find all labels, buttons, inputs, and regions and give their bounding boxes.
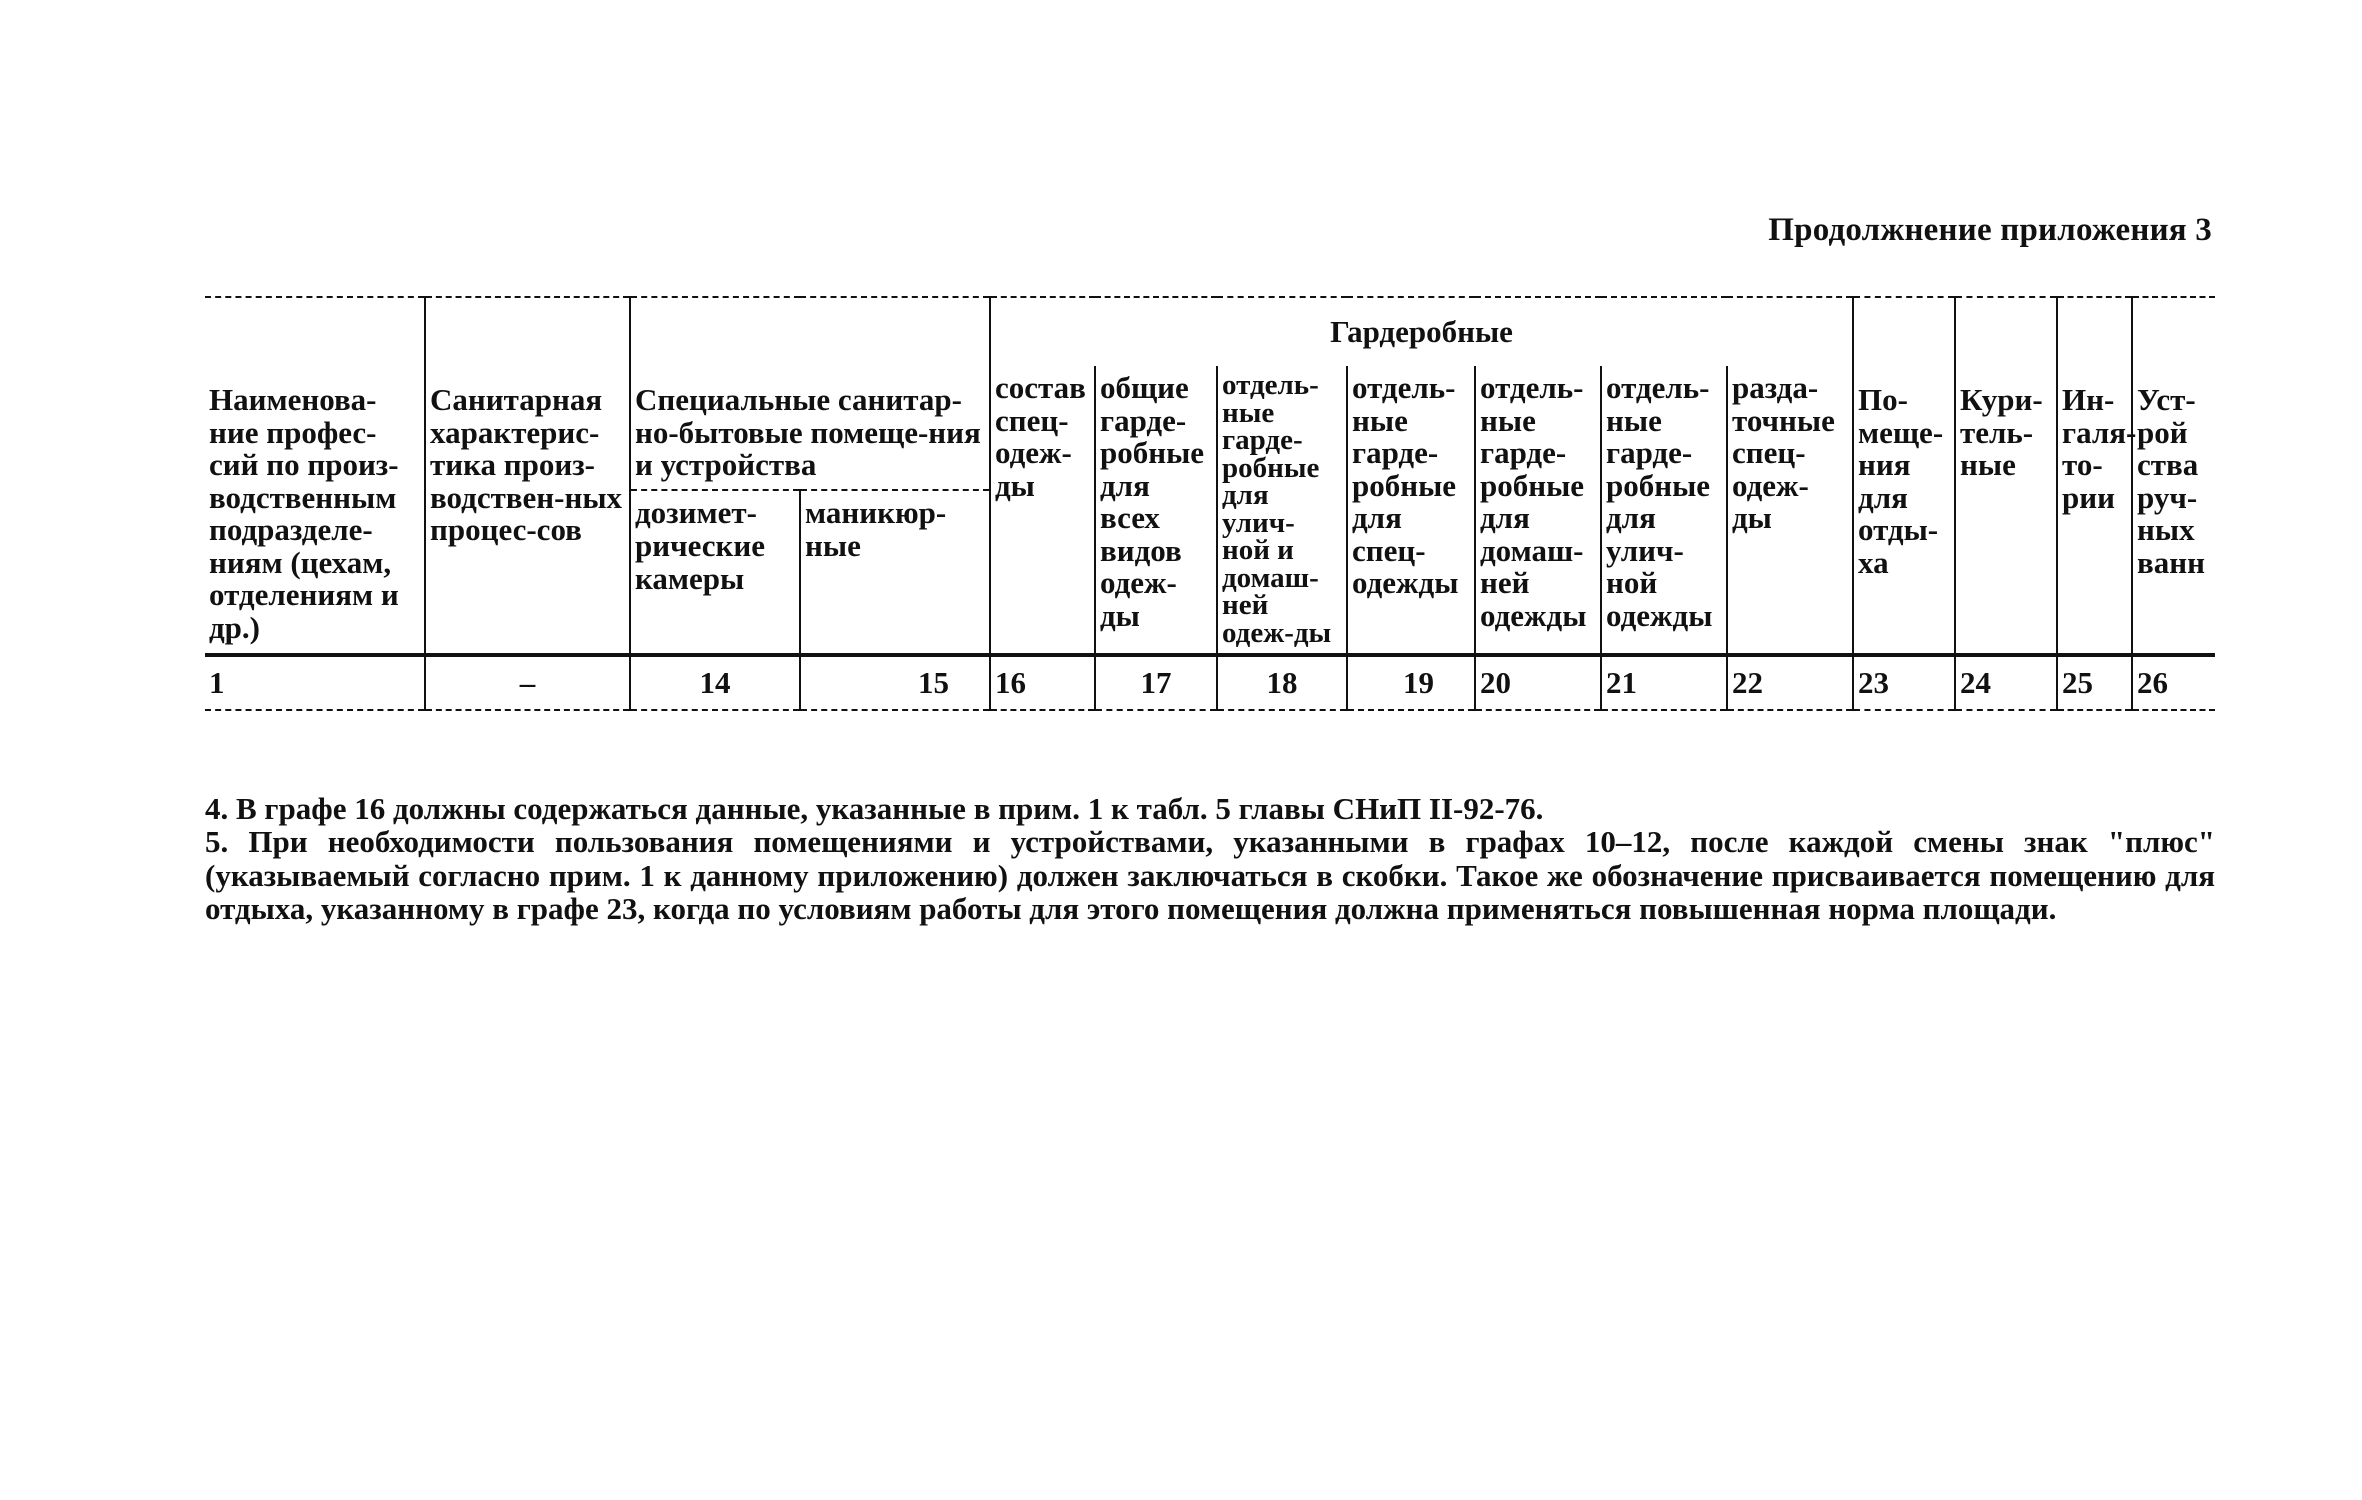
col-number: 22	[1727, 655, 1853, 710]
col-number: 25	[2057, 655, 2132, 710]
header-row-groups	[205, 297, 2215, 366]
col-separate-street: отдель-ные гарде-робные для улич-ной одежды	[1601, 366, 1727, 655]
col-number: 19	[1347, 655, 1475, 710]
col-number: 21	[1601, 655, 1727, 710]
col-number: 26	[2132, 655, 2215, 710]
col-hand-baths: Уст-рой ства руч-ных ванн	[2132, 297, 2215, 655]
col-separate-home: отдель-ные гарде-робные для домаш-ней одежды	[1475, 366, 1601, 655]
col-smoking: Кури-тель-ные	[1955, 297, 2057, 655]
col-separate-street-home: отдель-ные гарде-робные для улич-ной и домаш-ней одеж-ды	[1217, 366, 1347, 655]
group-special-rooms: Специальные санитар-но-бытовые помеще-ния и устройства	[630, 297, 990, 490]
col-number: 23	[1853, 655, 1955, 710]
col-dosimetric: дозимет-рические камеры	[630, 490, 800, 655]
page-caption: Продолжнение приложения 3	[1768, 212, 2212, 248]
col-issue-clothing: разда-точные спец-одеж-ды	[1727, 366, 1853, 655]
col-separate-special: отдель-ные гарде-робные для спец-одежды	[1347, 366, 1475, 655]
notes	[205, 792, 2215, 926]
col-number: 14	[630, 655, 800, 710]
group-wardrobes: Гардеробные	[990, 297, 1853, 366]
col-sanitary: Санитарная характерис-тика произ-водствен-ных процес-сов	[425, 297, 630, 655]
col-number: –	[425, 655, 630, 710]
col-number: 17	[1095, 655, 1217, 710]
col-rest-rooms: По-меще-ния для отды-ха	[1853, 297, 1955, 655]
col-general-wardrobes: общие гарде-робные для всех видов одеж-ды	[1095, 366, 1217, 655]
col-number: 1	[205, 655, 425, 710]
col-profession: Наименова-ние профес-сий по произ-водственным подразделе-ниям (цехам, отделениям и др.)	[205, 297, 425, 655]
col-number: 15	[800, 655, 990, 710]
col-special-clothing: состав спец-одеж-ды	[990, 366, 1095, 655]
norms-table	[205, 296, 2215, 711]
note-4: 4. В графе 16 должны содержаться данные, указанные в прим. 1 к табл. 5 главы СНиП II-92-76.	[205, 791, 1544, 826]
col-number: 16	[990, 655, 1095, 710]
col-inhalatoria: Ин-галя-то-рии	[2057, 297, 2132, 655]
col-number: 18	[1217, 655, 1347, 710]
norms-table-container	[205, 296, 2215, 711]
column-numbers-row	[205, 655, 2215, 710]
col-number: 24	[1955, 655, 2057, 710]
col-number: 20	[1475, 655, 1601, 710]
col-manicure: маникюр-ные	[800, 490, 990, 655]
note-5: 5. При необходимости пользования помещениями и устройствами, указанными в графах 10–12, после каждой смены знак "плюс" (указываемый согласно прим. 1 к данному приложению) должен заключаться в скобки. Такое же обозначение присваивается помещению для отдыха, указанному в графе 23, когда по условиям работы для этого помещения должна применяться повышенная норма площади.	[205, 824, 2215, 927]
